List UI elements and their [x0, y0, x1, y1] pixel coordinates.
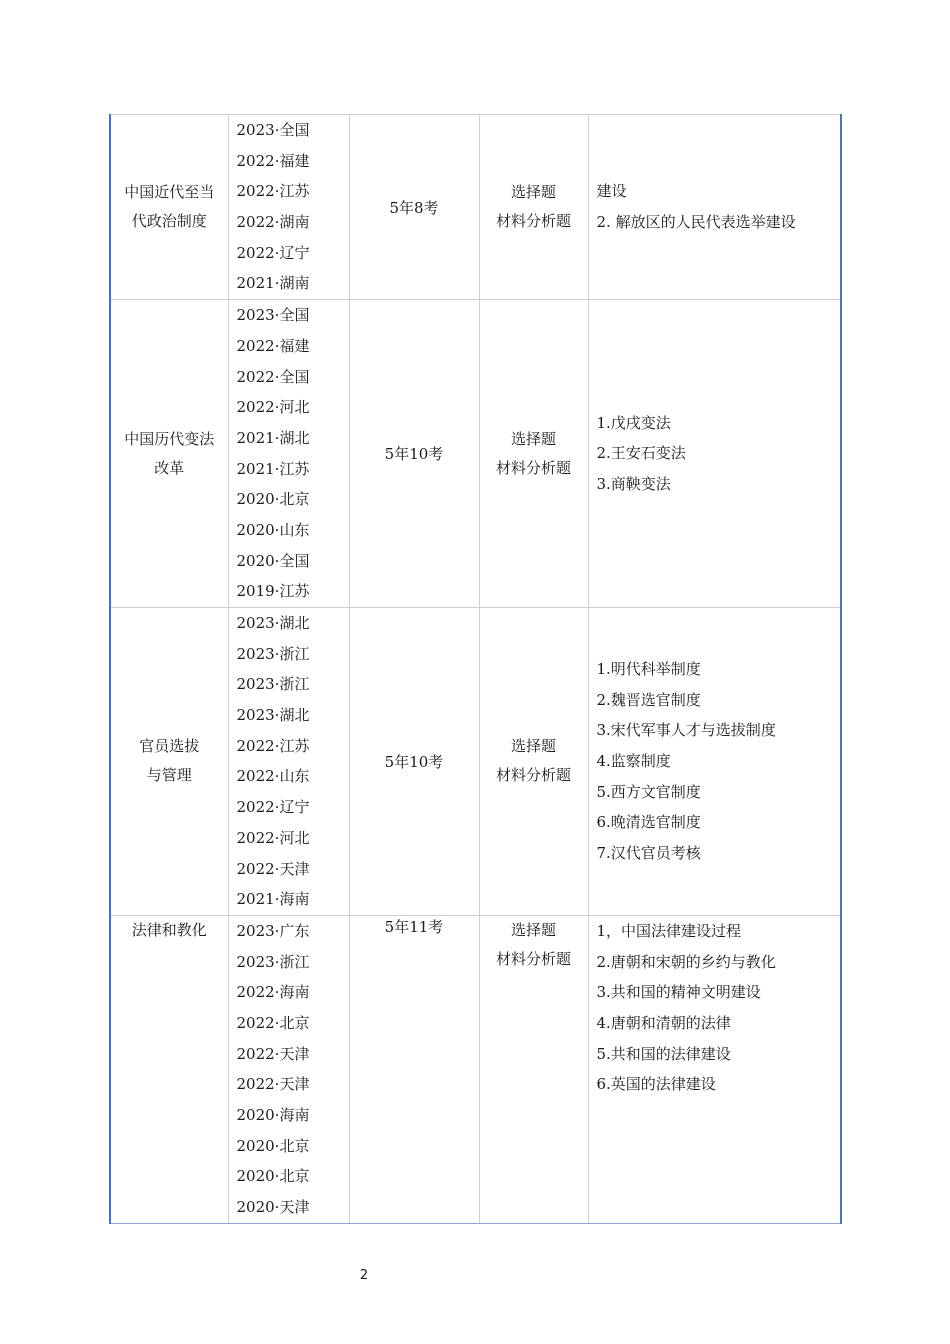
key-points-cell [588, 115, 841, 300]
question-type-cell [479, 915, 588, 1223]
source-item: 2022·天津 [236, 1075, 310, 1094]
topic-line: 中国历代变法 [124, 429, 215, 448]
key-point-item: 4.监察制度 [596, 752, 671, 771]
frequency-cell: 5年10考 [349, 608, 479, 916]
page-number: 2 [359, 1268, 369, 1283]
frequency-cell: 5年8考 [349, 115, 479, 300]
key-point-item: 2.唐朝和宋朝的乡约与教化 [596, 952, 776, 971]
question-type-cell [479, 300, 588, 608]
topic-line: 与管理 [146, 766, 192, 785]
frequency-cell: 5年11考 [349, 915, 479, 1223]
topic-line: 代政治制度 [131, 212, 207, 231]
sources-cell [228, 300, 349, 608]
question-type-line: 材料分析题 [495, 212, 571, 231]
key-point-item: 7.汉代官员考核 [596, 844, 701, 863]
source-item: 2022·河北 [236, 828, 310, 847]
key-point-item: 建设 [596, 182, 627, 201]
question-type-line: 选择题 [510, 183, 556, 202]
key-points-cell [588, 300, 841, 608]
key-point-item: 2.王安石变法 [596, 444, 686, 463]
source-item: 2023·浙江 [236, 952, 310, 971]
source-item: 2022·辽宁 [236, 243, 310, 262]
question-type-line: 选择题 [510, 920, 556, 939]
key-point-item: 5.共和国的法律建设 [596, 1044, 731, 1063]
table-row [110, 915, 841, 1223]
key-point-item: 6.英国的法律建设 [596, 1075, 716, 1094]
question-type-cell [479, 115, 588, 300]
source-item: 2022·山东 [236, 767, 310, 786]
source-item: 2023·全国 [236, 306, 310, 325]
source-item: 2023·浙江 [236, 675, 310, 694]
table-row [110, 608, 841, 916]
topic-line: 法律和教化 [131, 920, 207, 939]
key-point-item: 3.商鞅变法 [596, 474, 671, 493]
key-point-item: 1，中国法律建设过程 [596, 921, 742, 940]
source-item: 2022·全国 [236, 367, 310, 386]
key-point-item: 3.共和国的精神文明建设 [596, 983, 761, 1002]
source-item: 2020·天津 [236, 1198, 310, 1217]
source-item: 2022·北京 [236, 1013, 310, 1032]
source-item: 2023·湖北 [236, 706, 310, 725]
topic-line: 中国近代至当 [124, 183, 215, 202]
question-type-line: 选择题 [510, 737, 556, 756]
sources-cell [228, 115, 349, 300]
sources-cell [228, 915, 349, 1223]
source-item: 2022·海南 [236, 983, 310, 1002]
topic-cell [110, 608, 228, 916]
key-point-item: 3.宋代军事人才与选拔制度 [596, 721, 776, 740]
source-item: 2020·北京 [236, 1136, 310, 1155]
key-points-cell [588, 915, 841, 1223]
key-point-item: 1.戊戌变法 [596, 413, 671, 432]
question-type-cell [479, 608, 588, 916]
topic-line: 改革 [154, 458, 185, 477]
key-point-item: 2. 解放区的人民代表选举建设 [596, 213, 796, 232]
table-row [110, 300, 841, 608]
source-item: 2022·江苏 [236, 736, 310, 755]
key-point-item: 1.明代科举制度 [596, 660, 701, 679]
source-item: 2021·海南 [236, 890, 310, 909]
source-item: 2023·湖北 [236, 614, 310, 632]
question-type-line: 材料分析题 [495, 766, 571, 785]
sources-cell [228, 608, 349, 916]
key-point-item: 6.晚清选官制度 [596, 813, 701, 832]
question-type-line: 材料分析题 [495, 949, 571, 968]
table-row [110, 115, 841, 300]
source-item: 2019·江苏 [236, 582, 310, 601]
source-item: 2020·山东 [236, 520, 310, 539]
source-item: 2022·天津 [236, 859, 310, 878]
source-item: 2021·湖北 [236, 428, 310, 447]
source-item: 2022·福建 [236, 151, 310, 170]
source-item: 2022·江苏 [236, 182, 310, 201]
source-item: 2020·海南 [236, 1106, 310, 1124]
topic-cell [110, 300, 228, 608]
topic-line: 官员选拔 [139, 737, 200, 756]
source-item: 2023·全国 [236, 121, 310, 139]
topic-cell [110, 915, 228, 1223]
source-item: 2022·天津 [236, 1044, 310, 1063]
source-item: 2021·湖南 [236, 274, 310, 293]
source-item: 2023·广东 [236, 921, 310, 940]
source-item: 2022·福建 [236, 336, 310, 355]
topic-cell [110, 115, 228, 300]
source-item: 2021·江苏 [236, 459, 310, 478]
key-point-item: 2.魏晋选官制度 [596, 690, 701, 709]
source-item: 2023·浙江 [236, 644, 310, 663]
question-type-line: 材料分析题 [495, 458, 571, 477]
frequency-cell: 5年10考 [349, 300, 479, 608]
question-type-line: 选择题 [510, 429, 556, 448]
key-point-item: 4.唐朝和清朝的法律 [596, 1013, 731, 1032]
source-item: 2022·河北 [236, 398, 310, 417]
key-point-item: 5.西方文官制度 [596, 782, 701, 801]
source-item: 2020·北京 [236, 490, 310, 509]
key-points-cell [588, 608, 841, 916]
source-item: 2022·辽宁 [236, 798, 310, 817]
source-item: 2022·湖南 [236, 213, 310, 232]
source-item: 2020·北京 [236, 1167, 310, 1186]
source-item: 2020·全国 [236, 551, 310, 570]
exam-analysis-table [109, 114, 842, 1224]
